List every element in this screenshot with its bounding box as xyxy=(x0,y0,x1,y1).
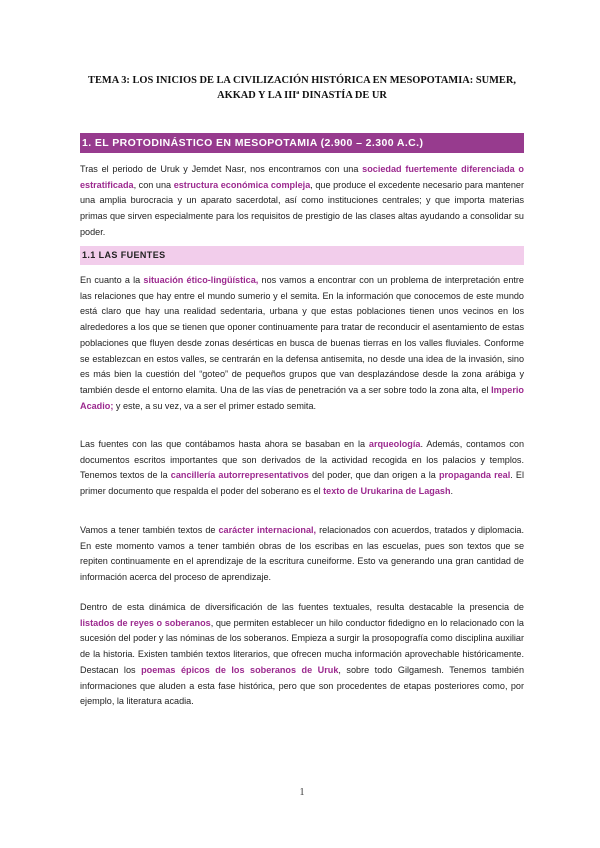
document-title-line-2: AKKAD Y LA IIIª DINASTÍA DE UR xyxy=(217,90,387,101)
paragraph-text: , que produce el excedente necesario para mantener una amplia burocracia y un aparato sacerdotal, así como instituciones centrales; y que importa materias primas que sirven especialmente para los requisitos de prestigio de las clases altas ayudando a consolidar su poder. xyxy=(80,179,524,237)
paragraph-text: nos vamos a encontrar con un problema de interpretación entre las relaciones que hay entre el mundo sumerio y el semita. En la información que conocemos de este mundo está claro que hay una realidad sedentaria, urbana y que estas poblaciones tienen unos vecinos en los alrededores a los que se tienen que oponer continuamente para tratar de reconducir el asentamiento de estas poblaciones que fluyen desde zonas desérticas en busca de buenas tierras en los valles fluviales. Conforme se establezcan en estos valles, se centrarán en la defensa antisemita, no desde una idea de la invasión, sino es más bien la cuestión del “goteo” de pequeños grupos que van desplazándose desde la zona arábiga y también desde el entorno elamita. Una de las vías de penetración va a ser sobre todo la zona alta, el xyxy=(80,275,524,395)
highlighted-term: poemas épicos de los soberanos de Uruk xyxy=(141,664,339,675)
highlighted-term: sociedad fuertemente diferenciada o estratificada xyxy=(80,164,524,190)
paragraph-text: . Además, contamos con documentos escritos importantes que son derivados de la actividad recogida en los palacios y templos. Tenemos textos de la xyxy=(80,439,525,481)
paragraph-text: , sobre todo Gilgamesh. Tenemos también informaciones que aluden a esta fase histórica, pero que son procedentes de etapas posteriores como, por ejemplo, la literatura acadia. xyxy=(80,664,524,707)
paragraph-text: Dentro de esta dinámica de diversificación de las fuentes textuales, resulta destacable la presencia de xyxy=(80,602,524,612)
paragraph-text: del poder, que dan origen a la xyxy=(308,470,439,481)
highlighted-term: arqueología xyxy=(368,439,421,449)
highlighted-term: listados de reyes o soberanos xyxy=(80,617,211,628)
paragraph-text: Vamos a tener también textos de xyxy=(80,525,219,535)
page-number: 1 xyxy=(299,787,305,798)
highlighted-term: Imperio Acadio; xyxy=(80,384,524,411)
paragraph xyxy=(80,523,524,586)
highlighted-term: carácter internacional, xyxy=(218,525,317,535)
paragraph-text: relacionados con acuerdos, tratados y diplomacia. En este momento vamos a tener también obras de los escribas en las escuelas, pues son textos que se repiten continuamente en el aprendizaje de la escritura cuneiforme. Esto va generando una gran cantidad de información acerca del proceso de aprendizaje. xyxy=(80,525,524,583)
paragraph-text: , con una xyxy=(133,179,174,190)
highlighted-term: texto de Urukarina de Lagash xyxy=(323,486,451,497)
paragraph-text: . El primer documento que respalda el poder del soberano es el xyxy=(80,470,525,497)
paragraph xyxy=(80,273,524,414)
paragraph-text: En cuanto a la xyxy=(80,275,144,285)
highlighted-term: situación ético-lingüística, xyxy=(143,275,259,285)
paragraph xyxy=(80,437,524,500)
paragraph-text: y este, a su vez, va a ser el primer estado semita. xyxy=(113,400,317,411)
paragraph xyxy=(80,162,524,241)
document-title xyxy=(80,73,524,103)
section-heading: 1. EL PROTODINÁSTICO EN MESOPOTAMIA (2.900 – 2.300 A.C.) xyxy=(80,133,524,153)
paragraph-text: . xyxy=(450,486,454,497)
highlighted-term: estructura económica compleja xyxy=(173,179,311,190)
subsection-heading: 1.1 LAS FUENTES xyxy=(80,246,524,265)
highlighted-term: cancillería autorrepresentativos xyxy=(170,470,309,481)
document-title-line-1: TEMA 3: LOS INICIOS DE LA CIVILIZACIÓN HISTÓRICA EN MESOPOTAMIA: SUMER, xyxy=(88,75,516,86)
paragraph-text: Las fuentes con las que contábamos hasta ahora se basaban en la xyxy=(80,439,369,449)
paragraph-text: , que permiten establecer un hilo conductor fidedigno en lo relacionado con la sucesión del poder y las nóminas de los soberanos. Empieza a surgir la prosopografía como disciplina auxiliar de la historia. Existen también textos literarios, que ofrecen mucha información aprovechable históricamente. Destacan los xyxy=(80,617,524,675)
paragraph-text: Tras el periodo de Uruk y Jemdet Nasr, nos encontramos con una xyxy=(80,164,363,174)
paragraph xyxy=(80,600,524,710)
highlighted-term: propaganda real xyxy=(438,470,511,481)
